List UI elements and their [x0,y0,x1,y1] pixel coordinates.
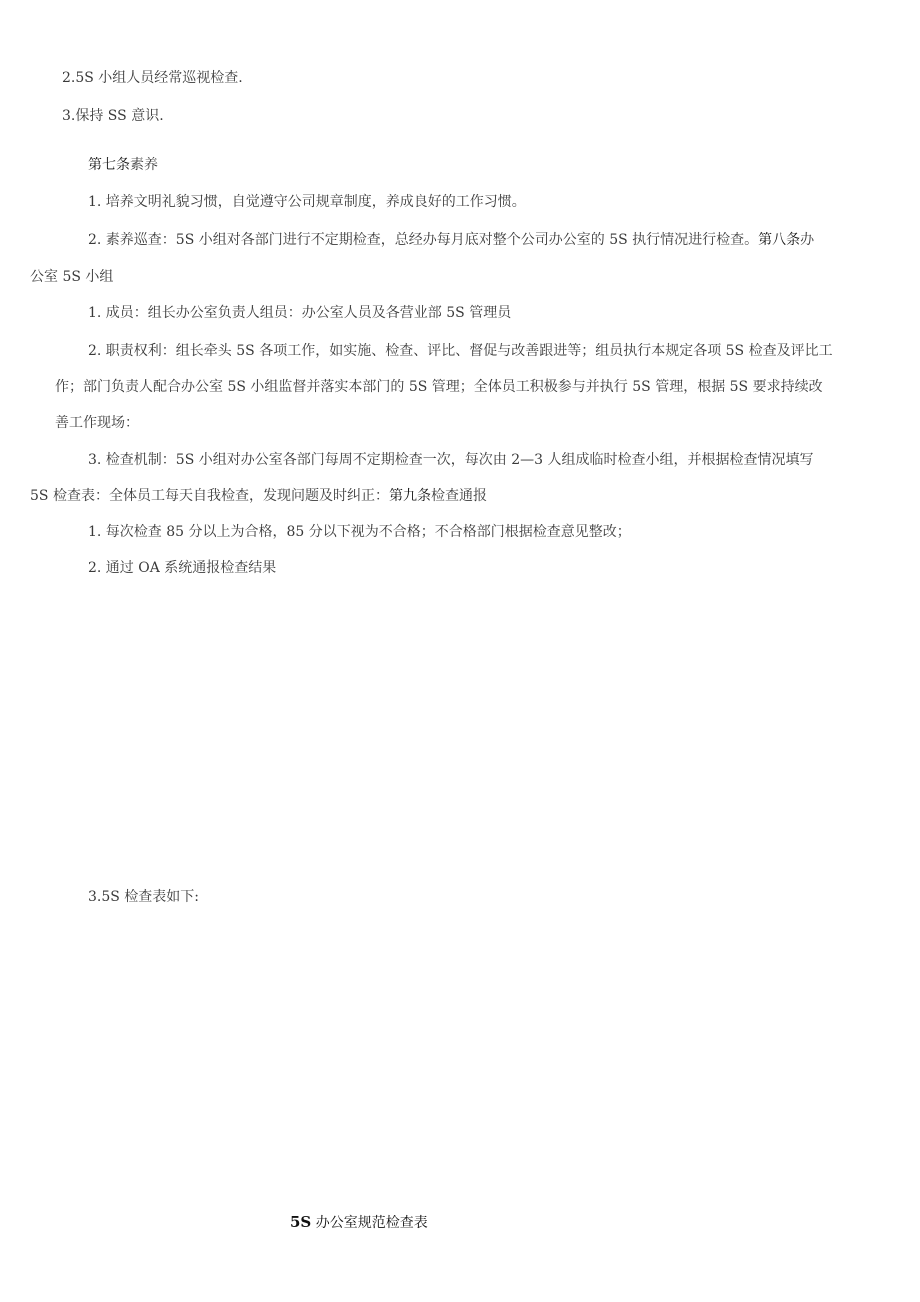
paragraph-text: 2. 职责权利：组长牵头 5S 各项工作，如实施、检查、评比、督促与改善跟进等；组员执行本规定各项 5S 检查及评比工 [88,343,833,359]
paragraph-inspection [88,230,814,250]
paragraph-text: 1. 每次检查 85 分以上为合格，85 分以下视为不合格；不合格部门根据检查意见整改； [88,524,631,540]
paragraph-mechanism-line-2 [30,486,487,506]
paragraph-text: 3.5S 检查表如下: [88,889,200,905]
article-title: 素养 [130,157,158,173]
paragraph-duties-line-1 [88,341,833,361]
paragraph-text: 作；部门负责人配合办公室 5S 小组监督并落实本部门的 5S 管理；全体员工积极参与并执行 5S 管理，根据 5S 要求持续改 [55,379,823,395]
table-title-prefix: 5S [290,1213,312,1231]
article-title: 办 [800,232,815,248]
paragraph-text: 善工作现场： [55,415,139,431]
paragraph-checklist-intro [88,887,199,907]
article-number: 第九条 [388,488,431,504]
paragraph-members [88,303,511,323]
paragraph-text: 5S 检查表：全体员工每天自我检查，发现问题及时纠正： [30,488,389,504]
paragraph-text: 1. 培养文明礼貌习惯，自觉遵守公司规章制度，养成良好的工作习惯。 [88,194,526,210]
article-7-heading [88,155,158,175]
paragraph-text: 2.5S 小组人员经常巡视检查. [62,70,243,86]
paragraph-text: 2. 素养巡查：5S 小组对各部门进行不定期检查，总经办每月底对整个公司办公室的 5S 执行情况进行检查。 [88,232,759,248]
paragraph-score [88,522,631,542]
paragraph-text: 3. 检查机制：5S 小组对办公室各部门每周不定期检查一次，每次由 2—3 人组成临时检查小组，并根据检查情况填写 [88,452,814,468]
article-number: 第八条 [758,232,801,248]
paragraph-text: 3.保持 SS 意识. [62,108,164,124]
paragraph-mechanism-line-1 [88,450,813,470]
paragraph-awareness [62,106,164,126]
article-title: 检查通报 [430,488,487,504]
table-title [290,1212,428,1233]
paragraph-text: 2. 通过 OA 系统通报检查结果 [88,560,277,576]
article-8-title-continued [30,267,113,287]
paragraph-text: 1. 成员：组长办公室负责人组员：办公室人员及各营业部 5S 管理员 [88,305,512,321]
article-title: 公室 5S 小组 [30,269,114,285]
paragraph-duties-line-3 [55,413,139,433]
paragraph-duties-line-2 [55,377,823,397]
table-title-text: 办公室规范检查表 [311,1215,428,1231]
paragraph-oa-report [88,558,276,578]
paragraph-habits [88,192,526,212]
article-number: 第七条 [88,157,130,173]
paragraph-patrol [62,68,243,88]
